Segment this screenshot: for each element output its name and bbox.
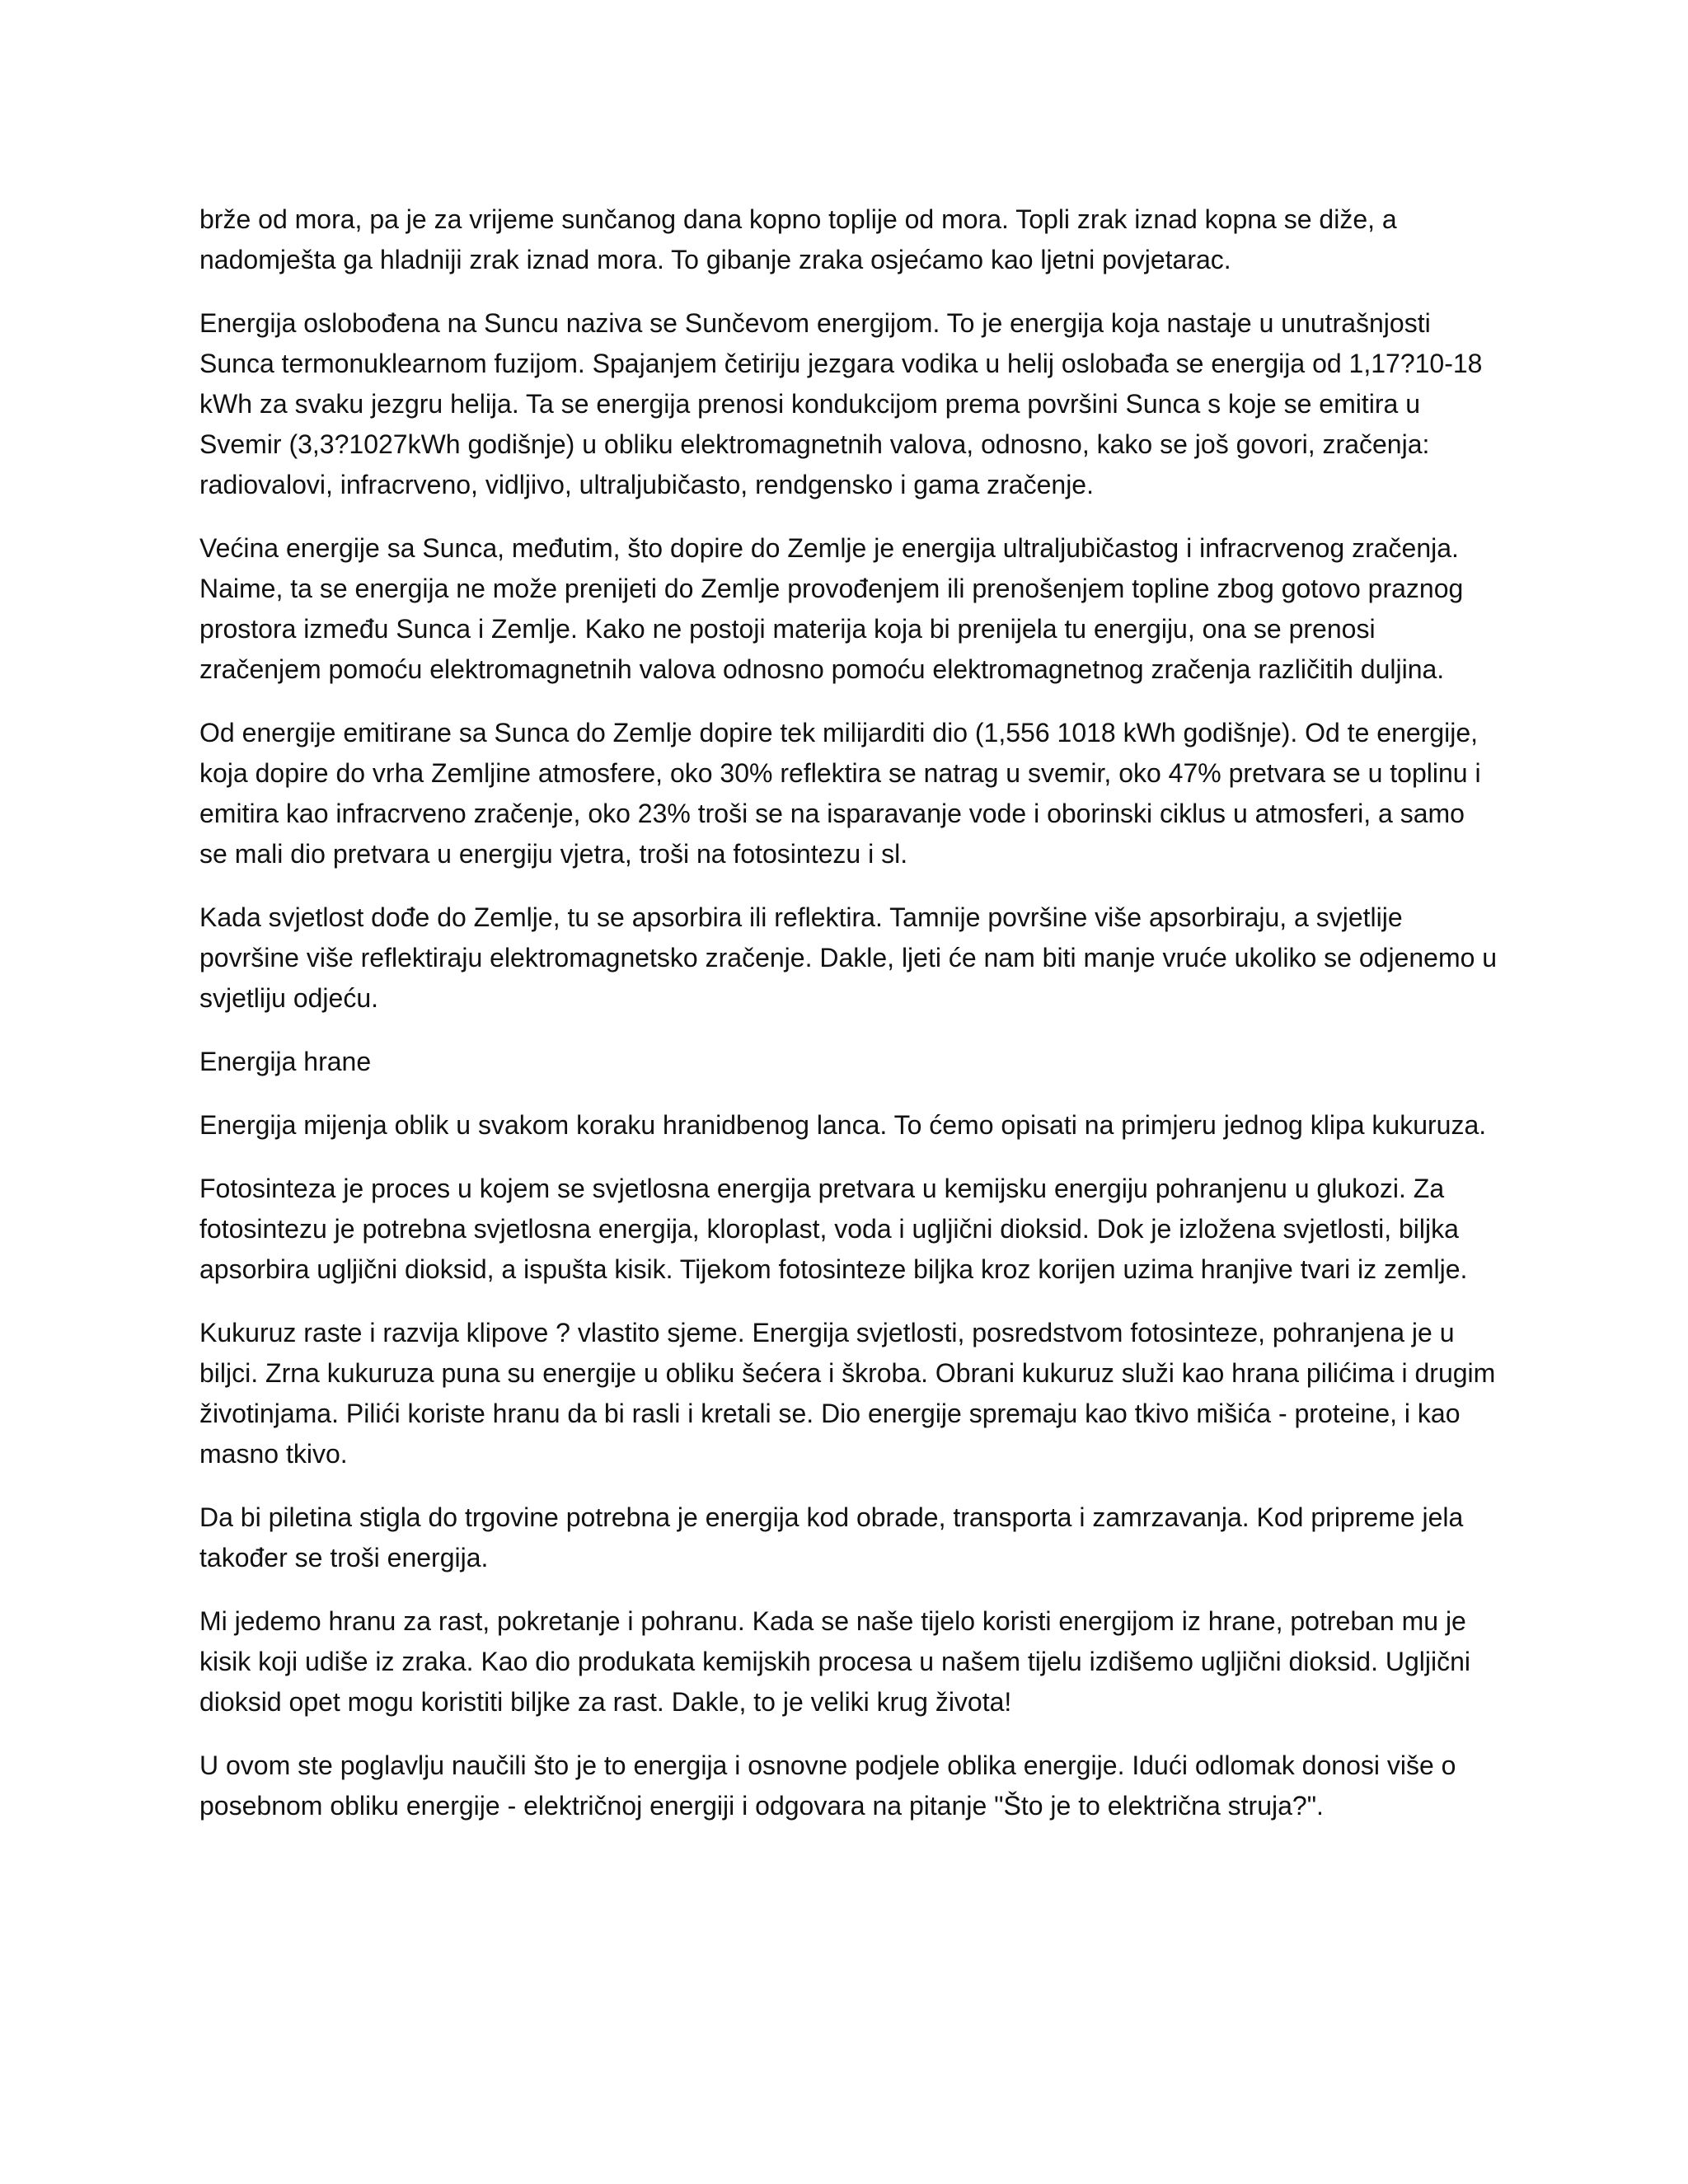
paragraph-corn: Kukuruz raste i razvija klipove ? vlastito sjeme. Energija svjetlosti, posredstvom fotosinteze, pohranjena je u biljci. Zrna kukuruza puna su energije u obliku šećera i škroba. Obrani kukuruz služi kao hrana pilićima i drugim životinjama. Pilići koriste hranu da bi rasli i kretali se. Dio energije spremaju kao tkivo mišića - proteine, i kao masno tkivo. [199,1318,1496,1469]
paragraph-solar-energy: Energija oslobođena na Suncu naziva se Sunčevom energijom. To je energija koja nastaje u unutrašnjosti Sunca termonuklearnom fuzijom. Spajanjem četiriju jezgara vodika u helij oslobađa se energija od 1,17?10-18 kWh za svaku jezgru helija. Ta se energija prenosi kondukcijom prema površini Sunca s koje se emitira u Svemir (3,3?1027kWh godišnje) u obliku elektromagnetnih valova, odnosno, kako se još govori, zračenja: radiovalovi, infracrveno, vidljivo, ultraljubičasto, rendgensko i gama zračenje. [199,308,1483,499]
paragraph-conclusion: U ovom ste poglavlju naučili što je to energija i osnovne podjele oblika energije. Idući odlomak donosi više o posebnom obliku energije - električnoj energiji i odgovara na pitanje "Što je to električna struja?". [199,1750,1456,1821]
paragraph-food-chain: Energija mijenja oblik u svakom koraku hranidbenog lanca. To ćemo opisati na primjeru jednog klipa kukuruza. [199,1110,1487,1140]
paragraph-cycle-of-life: Mi jedemo hranu za rast, pokretanje i pohranu. Kada se naše tijelo koristi energijom iz hrane, potreban mu je kisik koji udiše iz zraka. Kao dio produkata kemijskih procesa u našem tijelu izdišemo ugljični dioksid. Ugljični dioksid opet mogu koristiti biljke za rast. Dakle, to je veliki krug života! [199,1606,1471,1717]
paragraph-radiation: Većina energije sa Sunca, međutim, što dopire do Zemlje je energija ultraljubičastog i infracrvenog zračenja. Naime, ta se energija ne može prenijeti do Zemlje provođenjem ili prenošenjem topline zbog gotovo praznog prostora između Sunca i Zemlje. Kako ne postoji materija koja bi prenijela tu energiju, ona se prenosi zračenjem pomoću elektromagnetnih valova odnosno pomoću elektromagnetnog zračenja različitih duljina. [199,533,1464,684]
paragraph-sea-breeze: brže od mora, pa je za vrijeme sunčanog dana kopno toplije od mora. Topli zrak iznad kopna se diže, a nadomješta ga hladniji zrak iznad mora. To gibanje zraka osjećamo kao ljetni povjetarac. [199,204,1397,274]
document-body [199,199,1498,1849]
section-heading-food-energy: Energija hrane [199,1047,372,1076]
paragraph-processing: Da bi piletina stigla do trgovine potrebna je energija kod obrade, transporta i zamrzavanja. Kod pripreme jela također se troši energija. [199,1502,1464,1572]
paragraph-light-absorption: Kada svjetlost dođe do Zemlje, tu se apsorbira ili reflektira. Tamnije površine više apsorbiraju, a svjetlije površine više reflektiraju elektromagnetsko zračenje. Dakle, ljeti će nam biti manje vruće ukoliko se odjenemo u svjetliju odjeću. [199,902,1498,1013]
paragraph-energy-distribution: Od energije emitirane sa Sunca do Zemlje dopire tek milijarditi dio (1,556 1018 kWh godišnje). Od te energije, koja dopire do vrha Zemljine atmosfere, oko 30% reflektira se natrag u svemir, oko 47% pretvara se u toplinu i emitira kao infracrveno zračenje, oko 23% troši se na isparavanje vode i oborinski ciklus u atmosferi, a samo se mali dio pretvara u energiju vjetra, troši na fotosintezu i sl. [199,718,1481,869]
paragraph-photosynthesis: Fotosinteza je proces u kojem se svjetlosna energija pretvara u kemijsku energiju pohranjenu u glukozi. Za fotosintezu je potrebna svjetlosna energija, kloroplast, voda i ugljični dioksid. Dok je izložena svjetlosti, biljka apsorbira ugljični dioksid, a ispušta kisik. Tijekom fotosinteze biljka kroz korijen uzima hranjive tvari iz zemlje. [199,1174,1468,1284]
